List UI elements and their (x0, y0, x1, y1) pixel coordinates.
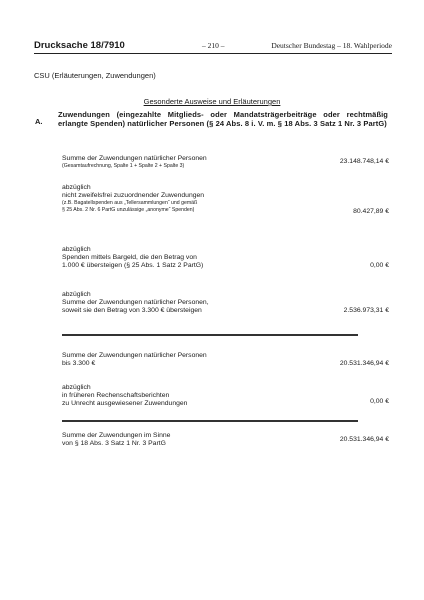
divider (62, 334, 358, 336)
section-a-text: Zuwendungen (eingezahlte Mitglieds- oder Mandatsträgerbeiträge oder rechtmäßig erlangte Spenden) natürlicher Personen (§ 24 Abs. 8 i. V. m. § 18 Abs. 3 Satz 1 Nr. 3 PartG) (58, 110, 388, 128)
header-rule (34, 53, 392, 54)
row-label: Summe der Zuwendungen im Sinne (62, 432, 171, 439)
page-number: – 210 – (202, 41, 225, 50)
row-label: Summe der Zuwendungen natürlicher Personen (62, 352, 207, 359)
row-label: abzüglich (62, 384, 91, 391)
row-amount: 23.148.748,14 € (339, 158, 389, 165)
row-label: nicht zweifelsfrei zuzuordnender Zuwendungen (62, 192, 205, 200)
document-number: Drucksache 18/7910 (34, 40, 125, 51)
row-label: Summe der Zuwendungen natürlicher Personen, (62, 299, 209, 307)
row-total-natural-persons (62, 155, 282, 170)
row-label: Spenden mittels Bargeld, die den Betrag von (62, 254, 197, 262)
row-amount: 80.427,89 € (353, 208, 389, 215)
row-up-to-3300 (62, 352, 282, 368)
row-label: bis 3.300 € (62, 360, 96, 368)
row-note: (Gesamtaufrechnung, Spalte 1 + Spalte 2 + Spalte 3) (62, 163, 185, 170)
row-label: zu Unrecht ausgewiesener Zuwendungen (62, 400, 188, 408)
row-label: Summe der Zuwendungen natürlicher Personen (62, 155, 207, 162)
row-label: abzüglich (62, 246, 91, 253)
row-final-total (62, 432, 282, 448)
row-unassignable-donations (62, 184, 282, 214)
section-title: Gesonderte Ausweise und Erläuterungen (143, 97, 281, 106)
row-label: soweit sie den Betrag von 3.300 € übersteigen (62, 307, 202, 315)
row-amount: 2.536.973,31 € (343, 307, 389, 314)
row-label: in früheren Rechenschaftsberichten (62, 392, 170, 400)
row-label: von § 18 Abs. 3 Satz 1 Nr. 3 PartG (62, 440, 166, 448)
row-amount: 20.531.346,94 € (339, 360, 389, 367)
divider (62, 420, 358, 422)
row-note: (z.B. Bagatellspenden aus „Tellersammlungen“ und gemäß (62, 200, 198, 207)
row-amount: 0,00 € (370, 398, 389, 405)
party-heading: CSU (Erläuterungen, Zuwendungen) (34, 71, 156, 80)
row-amount: 20.531.346,94 € (339, 436, 389, 443)
row-label: abzüglich (62, 184, 91, 191)
parliament-period: Deutscher Bundestag – 18. Wahlperiode (271, 41, 392, 50)
row-prior-reports (62, 384, 282, 409)
row-cash-donations (62, 246, 282, 271)
row-over-3300 (62, 291, 282, 316)
section-a-label: A. (35, 117, 43, 126)
row-note: § 25 Abs. 2 Nr. 6 PartG unzulässige „anonyme“ Spenden) (62, 207, 195, 214)
row-amount: 0,00 € (370, 262, 389, 269)
row-label: 1.000 € übersteigen (§ 25 Abs. 1 Satz 2 PartG) (62, 262, 204, 270)
page-header (34, 40, 392, 52)
row-label: abzüglich (62, 291, 91, 298)
